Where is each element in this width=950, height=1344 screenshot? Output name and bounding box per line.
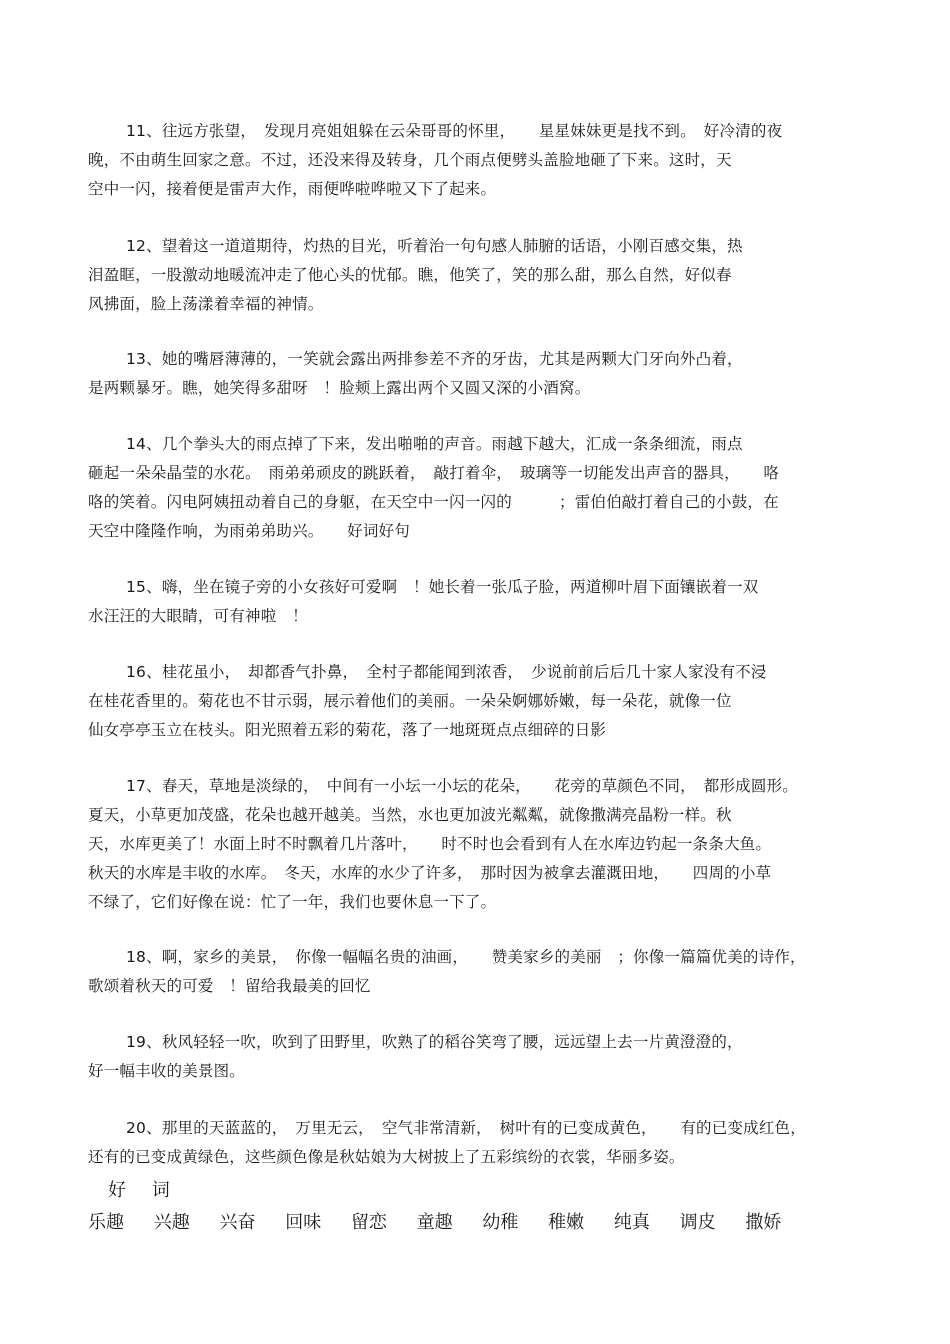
- paragraph-line: 12、望着这一道道期待，灼热的目光，听着治一句句感人肺腑的话语，小刚百感交集，热: [126, 237, 743, 255]
- paragraph-line: 砸起一朵朵晶莹的水花。 雨弟弟顽皮的跳跃着， 敲打着伞， 玻璃等一切能发出声音的器具， 咯: [88, 464, 780, 482]
- paragraph-20: [88, 1114, 878, 1172]
- paragraph-line: 17、春天，草地是淡绿的， 中间有一小坛一小坛的花朵， 花旁的草颜色不同， 都形成圆形。: [126, 777, 798, 795]
- paragraph-line: 歌颂着秋天的可爱 ！留给我最美的回忆: [88, 977, 371, 995]
- paragraph-line: 15、嗨，坐在镜子旁的小女孩好可爱啊 ！她长着一张瓜子脸，两道柳叶眉下面镶嵌着一双: [126, 578, 759, 596]
- paragraph-line: 水汪汪的大眼睛，可有神啦 ！: [88, 607, 308, 625]
- paragraph-line: 18、啊，家乡的美景， 你像一幅幅名贵的油画， 赞美家乡的美丽 ；你像一篇篇优美的诗作，: [126, 948, 806, 966]
- paragraph-line: 14、几个拳头大的雨点掉了下来，发出啪啪的声音。雨越下越大，汇成一条条细流，雨点: [126, 435, 743, 453]
- paragraph-18: [88, 943, 878, 1001]
- vocabulary-word: 撒娇: [745, 1212, 782, 1233]
- paragraph-line: 咯的笑着。闪电阿姨扭动着自己的身躯，在天空中一闪一闪的 ；雷伯伯敲打着自己的小鼓，在: [88, 493, 779, 511]
- paragraph-line: 天空中隆隆作响，为雨弟弟助兴。 好词好句: [88, 522, 410, 540]
- paragraph-line: 在桂花香里的。菊花也不甘示弱，展示着他们的美丽。一朵朵婀娜娇嫩，每一朵花，就像一位: [88, 692, 732, 710]
- paragraph-line: 天，水库更美了！水面上时不时飘着几片落叶， 时不时也会看到有人在水库边钓起一条条大鱼。: [88, 835, 772, 853]
- paragraph-15: [88, 573, 878, 631]
- vocabulary-word: 童趣: [416, 1212, 453, 1233]
- paragraph-line: 空中一闪，接着便是雷声大作，雨便哗啦哗啦又下了起来。: [88, 180, 497, 198]
- paragraph-line: 19、秋风轻轻一吹，吹到了田野里，吹熟了的稻谷笑弯了腰，远远望上去一片黄澄澄的，: [126, 1033, 743, 1051]
- paragraph-line: 仙女亭亭玉立在枝头。阳光照着五彩的菊花，落了一地斑斑点点细碎的日影: [88, 721, 607, 739]
- paragraph-13: [88, 345, 878, 403]
- vocabulary-list: [88, 1208, 805, 1234]
- paragraph-line: 11、往远方张望， 发现月亮姐姐躲在云朵哥哥的怀里， 星星妹妹更是找不到。 好冷清的夜: [126, 122, 783, 140]
- paragraph-line: 还有的已变成黄绿色，这些颜色像是秋姑娘为大树披上了五彩缤纷的衣裳，华丽多姿。: [88, 1148, 685, 1166]
- vocabulary-word: 乐趣: [88, 1212, 124, 1233]
- paragraph-line: 夏天，小草更加茂盛，花朵也越开越美。当然，水也更加波光粼粼，就像撒满亮晶粉一样。秋: [88, 806, 732, 824]
- paragraph-line: 是两颗暴牙。瞧，她笑得多甜呀 ！脸颊上露出两个又圆又深的小酒窝。: [88, 379, 591, 397]
- paragraph-line: 13、她的嘴唇薄薄的，一笑就会露出两排参差不齐的牙齿，尤其是两颗大门牙向外凸着，: [126, 350, 743, 368]
- paragraph-12: [88, 232, 878, 319]
- paragraph-19: [88, 1028, 878, 1086]
- vocabulary-word: 留恋: [350, 1212, 387, 1233]
- vocabulary-word: 幼稚: [482, 1212, 519, 1233]
- vocabulary-word: 调皮: [679, 1212, 716, 1233]
- paragraph-line: 不绿了，它们好像在说：忙了一年，我们也要休息一下了。: [88, 893, 497, 911]
- vocabulary-word: 纯真: [613, 1212, 650, 1233]
- vocabulary-heading: 好 词: [108, 1180, 180, 1201]
- vocabulary-word: 稚嫩: [548, 1212, 585, 1233]
- paragraph-14: [88, 430, 878, 546]
- paragraph-line: 风拂面，脸上荡漾着幸福的神情。: [88, 295, 324, 313]
- paragraph-line: 泪盈眶，一股激动地暖流冲走了他心头的忧郁。瞧，他笑了，笑的那么甜，那么自然，好似春: [88, 266, 732, 284]
- paragraph-line: 好一幅丰收的美景图。: [88, 1062, 246, 1080]
- paragraph-line: 秋天的水库是丰收的水库。 冬天，水库的水少了许多， 那时因为被拿去灌溉田地， 四周的小草: [88, 864, 772, 882]
- vocabulary-word: 回味: [285, 1212, 322, 1233]
- paragraph-line: 20、那里的天蓝蓝的， 万里无云， 空气非常清新， 树叶有的已变成黄色， 有的已变成红色，: [126, 1119, 806, 1137]
- paragraph-line: 16、桂花虽小， 却都香气扑鼻， 全村子都能闻到浓香， 少说前前后后几十家人家没有不浸: [126, 663, 767, 681]
- paragraph-11: [88, 117, 878, 204]
- paragraph-line: 晚，不由萌生回家之意。不过，还没来得及转身，几个雨点便劈头盖脸地砸了下来。这时，天: [88, 151, 732, 169]
- vocabulary-word: 兴趣: [153, 1212, 190, 1233]
- paragraph-17: [88, 772, 878, 917]
- vocabulary-word: 兴奋: [219, 1212, 256, 1233]
- paragraph-16: [88, 658, 878, 745]
